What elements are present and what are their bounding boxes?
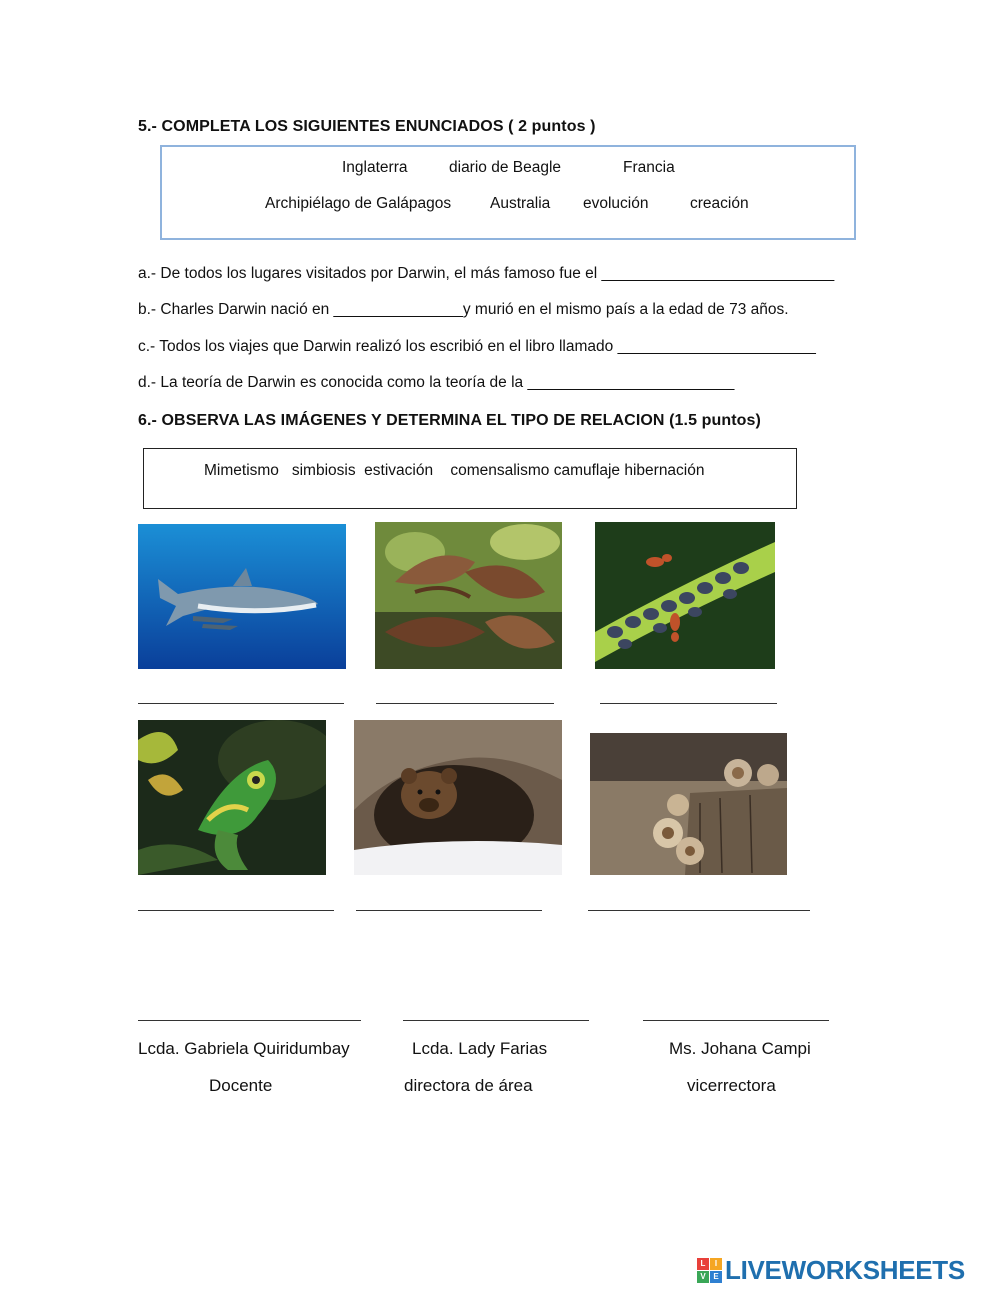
relation-word-bank: Mimetismo simbiosis estivación comensalismo camuflaje hibernación — [204, 462, 705, 479]
question-a[interactable]: a.- De todos los lugares visitados por Darwin, el más famoso fue el ___________________________ — [138, 265, 835, 282]
signature-role-2: directora de área — [404, 1076, 533, 1095]
answer-blank-4[interactable] — [138, 910, 334, 911]
question-c[interactable]: c.- Todos los viajes que Darwin realizó los escribió en el libro llamado _______________________ — [138, 338, 816, 355]
leaf-gecko-image — [375, 522, 562, 669]
chameleon-image — [138, 720, 326, 875]
section5-title: 5.- COMPLETA LOS SIGUIENTES ENUNCIADOS ( 2 puntos ) — [138, 118, 596, 135]
relation-word-bank-box — [143, 448, 797, 509]
signature-name-3: Ms. Johana Campi — [669, 1039, 811, 1058]
word-option: Australia — [490, 195, 551, 212]
signature-line-2 — [403, 1020, 589, 1021]
word-bank-box — [160, 145, 856, 240]
logo-letter: L — [697, 1258, 709, 1270]
answer-blank-3[interactable] — [600, 703, 777, 704]
question-b[interactable]: b.- Charles Darwin nació en _______________y murió en el mismo país a la edad de 73 años. — [138, 301, 789, 318]
word-option: creación — [690, 195, 749, 212]
signature-role-1: Docente — [209, 1076, 273, 1095]
word-option: evolución — [583, 195, 649, 212]
word-option: Inglaterra — [342, 159, 408, 176]
logo-letter: I — [710, 1258, 722, 1270]
question-d[interactable]: d.- La teoría de Darwin es conocida como la teoría de la ________________________ — [138, 374, 735, 391]
signature-name-1: Lcda. Gabriela Quiridumbay — [138, 1039, 350, 1058]
shark-remora-image — [138, 524, 346, 669]
logo-text: LIVEWORKSHEETS — [725, 1254, 965, 1285]
bear-den-image — [354, 720, 562, 875]
word-option: Francia — [623, 159, 675, 176]
signature-line-1 — [138, 1020, 361, 1021]
logo-grid-icon — [697, 1258, 722, 1283]
signature-name-2: Lcda. Lady Farias — [412, 1039, 548, 1058]
section6-title: 6.- OBSERVA LAS IMÁGENES Y DETERMINA EL TIPO DE RELACION (1.5 puntos) — [138, 412, 761, 429]
snails-wood-image — [590, 733, 787, 875]
logo-letter: E — [710, 1271, 722, 1283]
answer-blank-6[interactable] — [588, 910, 810, 911]
answer-blank-2[interactable] — [376, 703, 554, 704]
word-option: diario de Beagle — [449, 159, 562, 176]
ants-aphids-image — [595, 522, 775, 669]
signature-role-3: vicerrectora — [687, 1076, 776, 1095]
answer-blank-1[interactable] — [138, 703, 344, 704]
signature-line-3 — [643, 1020, 829, 1021]
word-option: Archipiélago de Galápagos — [265, 195, 452, 212]
answer-blank-5[interactable] — [356, 910, 542, 911]
logo-letter: V — [697, 1271, 709, 1283]
liveworksheets-logo — [697, 1255, 965, 1285]
